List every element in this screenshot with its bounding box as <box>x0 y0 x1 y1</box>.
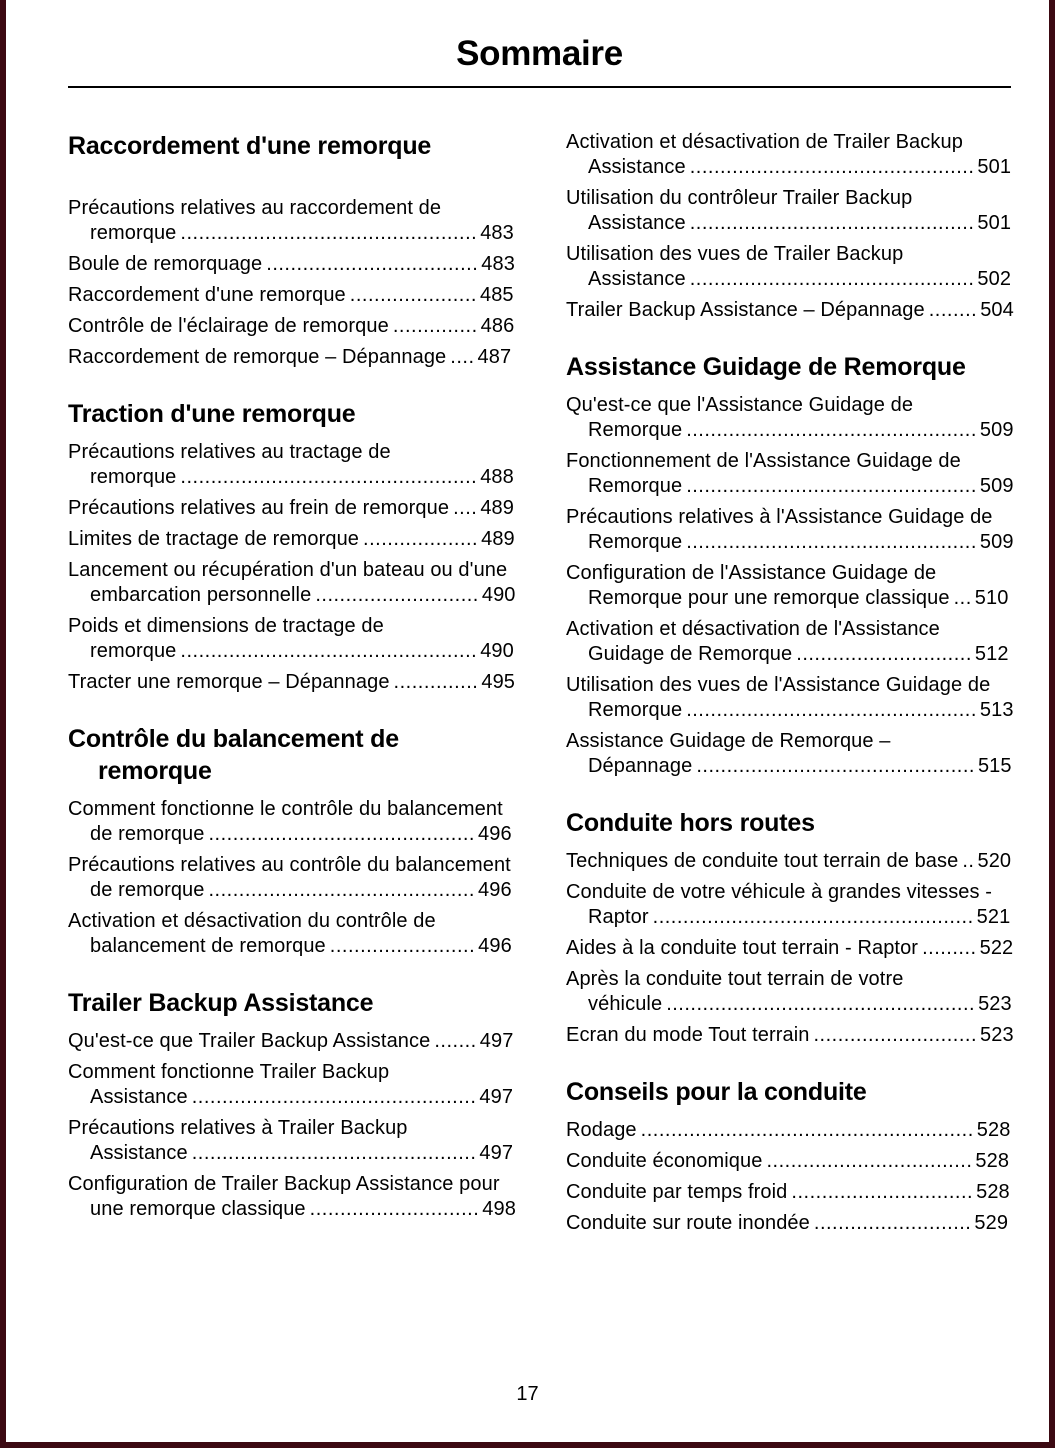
toc-entry-title: Boule de remorquage <box>68 253 263 275</box>
toc-entry-title: Lancement ou récupération d'un bateau ou d'une embarcation personnelle <box>68 559 508 606</box>
toc-entry-title: Configuration de l'Assistance Guidage de Remorque pour une remorque classique <box>566 562 950 609</box>
toc-entry-title: Précautions relatives au raccordement de remorque <box>68 197 442 244</box>
toc-entry <box>68 440 516 490</box>
leader-dots: .... <box>453 497 478 519</box>
leader-dots: ............................................... <box>689 156 975 178</box>
title-rule <box>68 86 1011 88</box>
toc-entry <box>566 1023 1014 1048</box>
leader-dots: .............................. <box>791 1181 974 1203</box>
toc-section <box>566 351 1014 779</box>
leader-dots: ........................... <box>315 584 479 606</box>
page-number: 17 <box>516 1383 539 1405</box>
toc-entry-title: Utilisation des vues de Trailer Backup Assistance <box>566 243 904 290</box>
leader-dots: ............................................ <box>208 823 475 845</box>
toc-entry <box>566 729 1014 779</box>
toc-entry <box>566 561 1014 611</box>
toc-entry-title: Configuration de Trailer Backup Assistance pour une remorque classique <box>68 1173 500 1220</box>
toc-entry-page-number: 502 <box>977 268 1012 290</box>
toc-entry-page-number: 510 <box>974 587 1009 609</box>
leader-dots: ............................. <box>796 643 972 665</box>
leader-dots: ................................................. <box>180 466 478 488</box>
toc-entry-page-number: 504 <box>980 299 1014 321</box>
toc-entry-title: Ecran du mode Tout terrain <box>566 1024 810 1046</box>
toc-section <box>68 723 516 959</box>
toc-entry <box>68 909 516 959</box>
toc-section <box>566 130 1014 323</box>
toc-entry-title: Comment fonctionne le contrôle du balancement de remorque <box>68 798 503 845</box>
toc-entry-page-number: 486 <box>480 315 515 337</box>
leader-dots: ................................................ <box>686 419 977 441</box>
toc-entry-title: Qu'est-ce que Trailer Backup Assistance <box>68 1030 431 1052</box>
leader-dots: ................... <box>363 528 479 550</box>
toc-entry <box>566 1180 1014 1205</box>
toc-entry-title: Conduite par temps froid <box>566 1181 788 1203</box>
leader-dots: ................................................. <box>180 222 478 244</box>
toc-entry-page-number: 523 <box>980 1024 1014 1046</box>
toc-columns <box>68 130 1014 1242</box>
toc-entry <box>68 670 516 695</box>
toc-entry <box>566 967 1014 1017</box>
toc-entry <box>68 1029 516 1054</box>
toc-section <box>566 1076 1014 1236</box>
toc-section <box>68 987 516 1222</box>
leader-dots: ................................... <box>266 253 479 275</box>
toc-entry <box>566 617 1014 667</box>
page-footer <box>6 1383 1049 1406</box>
toc-entry-title: Utilisation du contrôleur Trailer Backup Assistance <box>566 187 913 234</box>
toc-entry <box>68 1060 516 1110</box>
toc-entry-page-number: 509 <box>979 531 1014 553</box>
toc-entry-title: Aides à la conduite tout terrain - Raptor <box>566 937 919 959</box>
toc-entry-page-number: 513 <box>979 699 1014 721</box>
toc-entry <box>68 1116 516 1166</box>
toc-entry <box>68 496 516 521</box>
leader-dots: .............. <box>392 315 478 337</box>
leader-dots: ....... <box>434 1030 477 1052</box>
toc-entry-title: Activation et désactivation de l'Assistance Guidage de Remorque <box>566 618 940 665</box>
toc-entry <box>68 283 516 308</box>
toc-entry-title: Activation et désactivation de Trailer Backup Assistance <box>566 131 963 178</box>
toc-entry <box>566 1211 1014 1236</box>
toc-entry <box>566 298 1014 323</box>
toc-entry-page-number: 489 <box>480 497 514 519</box>
toc-entry-title: Précautions relatives à Trailer Backup Assistance <box>68 1117 408 1164</box>
toc-entry <box>566 242 1014 292</box>
leader-dots: ................................................ <box>686 475 977 497</box>
leader-dots: .. <box>962 850 975 872</box>
toc-section <box>566 807 1014 1048</box>
toc-entry-title: Techniques de conduite tout terrain de base <box>566 850 959 872</box>
leader-dots: ................................................ <box>686 699 977 721</box>
leader-dots: .............. <box>393 671 479 693</box>
toc-entry-page-number: 528 <box>975 1150 1010 1172</box>
toc-entry-title: Rodage <box>566 1119 637 1141</box>
toc-entry <box>566 393 1014 443</box>
toc-entry <box>68 797 516 847</box>
toc-entry-title: Qu'est-ce que l'Assistance Guidage de Remorque <box>566 394 914 441</box>
toc-column-right <box>566 130 1014 1242</box>
toc-entry-title: Conduite de votre véhicule à grandes vitesses - Raptor <box>566 881 993 928</box>
section-heading: Trailer Backup Assistance <box>68 989 374 1017</box>
toc-entry-title: Activation et désactivation du contrôle de balancement de remorque <box>68 910 436 957</box>
toc-entry-page-number: 523 <box>978 993 1012 1015</box>
toc-entry <box>566 449 1014 499</box>
toc-entry <box>68 558 516 608</box>
toc-entry <box>68 314 516 339</box>
toc-entry-page-number: 497 <box>479 1086 514 1108</box>
toc-entry-page-number: 490 <box>480 640 514 662</box>
toc-entry <box>68 252 516 277</box>
toc-entry-page-number: 528 <box>976 1181 1010 1203</box>
leader-dots: .......................... <box>813 1212 972 1234</box>
section-heading: Traction d'une remorque <box>68 400 356 428</box>
toc-entry-page-number: 501 <box>977 156 1012 178</box>
toc-entry <box>68 1172 516 1222</box>
toc-entry-title: Raccordement d'une remorque <box>68 284 346 306</box>
toc-entry-title: Précautions relatives au contrôle du balancement de remorque <box>68 854 511 901</box>
leader-dots: ............................................... <box>689 212 975 234</box>
toc-entry-title: Poids et dimensions de tractage de remorque <box>68 615 384 662</box>
leader-dots: .............................................. <box>696 755 975 777</box>
leader-dots: .... <box>450 346 475 368</box>
leader-dots: ............................................... <box>689 268 975 290</box>
leader-dots: ............................................... <box>191 1086 477 1108</box>
leader-dots: ....................................................... <box>640 1119 974 1141</box>
toc-entry-page-number: 497 <box>479 1142 514 1164</box>
toc-entry <box>566 186 1014 236</box>
toc-entry <box>68 345 516 370</box>
section-heading: Raccordement d'une remorque <box>68 132 432 160</box>
toc-entry-title: Fonctionnement de l'Assistance Guidage de Remorque <box>566 450 961 497</box>
toc-entry-page-number: 496 <box>478 823 512 845</box>
toc-entry-page-number: 501 <box>977 212 1012 234</box>
toc-entry-page-number: 490 <box>481 584 516 606</box>
toc-entry <box>566 1149 1014 1174</box>
toc-entry-title: Précautions relatives à l'Assistance Guidage de Remorque <box>566 506 993 553</box>
toc-entry-page-number: 485 <box>479 284 514 306</box>
section-heading: Contrôle du balancement de remorque <box>68 725 399 785</box>
toc-entry-title: Conduite économique <box>566 1150 763 1172</box>
toc-entry <box>68 614 516 664</box>
toc-entry <box>566 505 1014 555</box>
section-heading: Assistance Guidage de Remorque <box>566 353 966 381</box>
toc-entry-page-number: 515 <box>977 755 1012 777</box>
toc-entry-page-number: 496 <box>478 935 512 957</box>
toc-entry-title: Trailer Backup Assistance – Dépannage <box>566 299 925 321</box>
leader-dots: ..................... <box>349 284 477 306</box>
leader-dots: ... <box>953 587 972 609</box>
toc-entry-page-number: 489 <box>481 528 515 550</box>
leader-dots: ..................................................... <box>652 906 974 928</box>
manual-toc-page <box>6 0 1049 1442</box>
toc-entry-page-number: 522 <box>979 937 1014 959</box>
leader-dots: ........ <box>928 299 978 321</box>
toc-entry-title: Précautions relatives au tractage de remorque <box>68 441 391 488</box>
toc-entry-page-number: 528 <box>976 1119 1011 1141</box>
leader-dots: ........................... <box>813 1024 978 1046</box>
toc-entry-title: Limites de tractage de remorque <box>68 528 360 550</box>
toc-entry <box>566 936 1014 961</box>
toc-entry-page-number: 520 <box>977 850 1012 872</box>
leader-dots: .................................. <box>766 1150 973 1172</box>
toc-section <box>68 398 516 695</box>
toc-entry-title: Comment fonctionne Trailer Backup Assistance <box>68 1061 390 1108</box>
page-title: Sommaire <box>456 34 623 73</box>
toc-entry <box>566 1118 1014 1143</box>
toc-entry-page-number: 488 <box>480 466 514 488</box>
leader-dots: ............................ <box>309 1198 480 1220</box>
toc-entry-title: Raccordement de remorque – Dépannage <box>68 346 447 368</box>
toc-entry-title: Utilisation des vues de l'Assistance Guidage de Remorque <box>566 674 991 721</box>
toc-entry-page-number: 487 <box>477 346 512 368</box>
toc-entry <box>566 849 1014 874</box>
toc-entry-title: Précautions relatives au frein de remorque <box>68 497 450 519</box>
section-heading: Conseils pour la conduite <box>566 1078 867 1106</box>
toc-section <box>68 130 516 370</box>
toc-entry-page-number: 483 <box>481 253 515 275</box>
toc-entry-page-number: 495 <box>481 671 516 693</box>
toc-entry <box>68 196 516 246</box>
toc-entry-page-number: 509 <box>979 475 1014 497</box>
toc-entry <box>566 880 1014 930</box>
toc-entry-page-number: 483 <box>480 222 514 244</box>
leader-dots: ........................ <box>329 935 476 957</box>
toc-column-left <box>68 130 516 1242</box>
toc-entry <box>68 853 516 903</box>
leader-dots: ................................................. <box>180 640 478 662</box>
leader-dots: ............................................ <box>208 879 475 901</box>
toc-entry <box>566 673 1014 723</box>
toc-entry-page-number: 512 <box>974 643 1009 665</box>
toc-entry-page-number: 498 <box>482 1198 516 1220</box>
toc-entry-page-number: 497 <box>479 1030 514 1052</box>
leader-dots: ................................................... <box>666 993 976 1015</box>
toc-entry-page-number: 509 <box>979 419 1014 441</box>
toc-entry-title: Après la conduite tout terrain de votre véhicule <box>566 968 904 1015</box>
leader-dots: ................................................ <box>686 531 977 553</box>
toc-entry <box>68 527 516 552</box>
leader-dots: ............................................... <box>191 1142 477 1164</box>
toc-entry-page-number: 521 <box>976 906 1011 928</box>
toc-entry-title: Assistance Guidage de Remorque – Dépannage <box>566 730 891 777</box>
section-heading: Conduite hors routes <box>566 809 815 837</box>
toc-entry-title: Contrôle de l'éclairage de remorque <box>68 315 389 337</box>
toc-entry-page-number: 529 <box>974 1212 1009 1234</box>
toc-entry <box>566 130 1014 180</box>
toc-entry-page-number: 496 <box>478 879 512 901</box>
toc-entry-title: Tracter une remorque – Dépannage <box>68 671 390 693</box>
toc-entry-title: Conduite sur route inondée <box>566 1212 810 1234</box>
leader-dots: ......... <box>922 937 977 959</box>
